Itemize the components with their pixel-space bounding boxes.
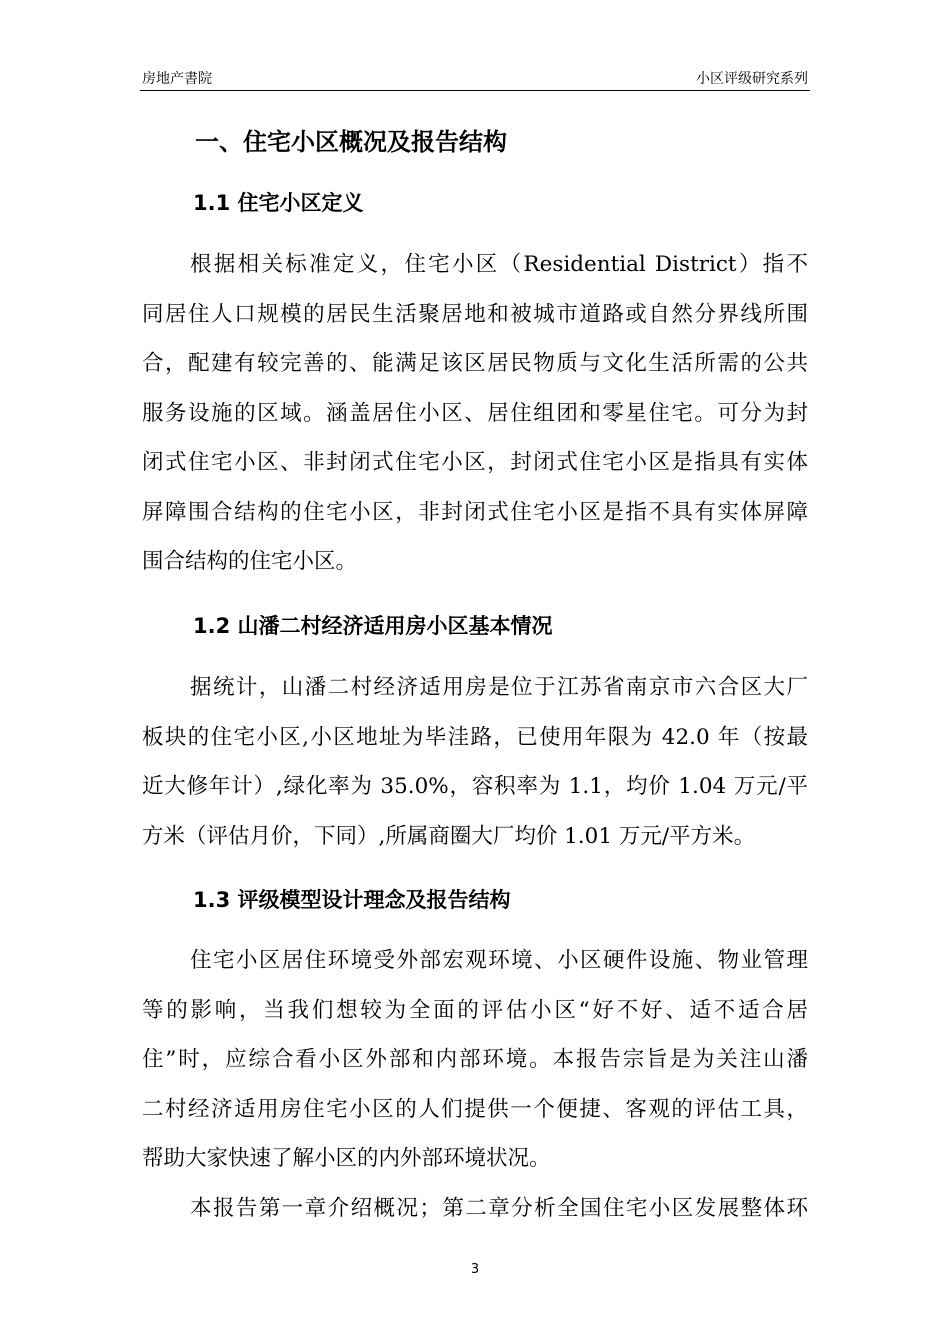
header-left: 房地产書院: [142, 71, 212, 87]
text-line: 围合结构的住宅小区。: [142, 549, 358, 574]
header-right: 小区评级研究系列: [696, 71, 808, 87]
header-divider: [140, 90, 810, 91]
section-title-1-1: 1.1 住宅小区定义: [193, 191, 364, 215]
text-line: 二村经济适用房住宅小区的人们提供一个便捷、客观的评估工具，: [142, 1096, 808, 1122]
text-line: 服务设施的区域。涵盖居住小区、居住组团和零星住宅。可分为封: [142, 400, 808, 426]
page-number: 3: [470, 1262, 480, 1277]
text-line: 闭式住宅小区、非封闭式住宅小区，封闭式住宅小区是指具有实体: [142, 450, 808, 475]
chapter-title: 一、住宅小区概况及报告结构: [195, 128, 507, 156]
text-line: 住宅小区居住环境受外部宏观环境、小区硬件设施、物业管理: [190, 948, 808, 973]
section-title-1-3: 1.3 评级模型设计理念及报告结构: [193, 888, 511, 912]
text-line: 等的影响，当我们想较为全面的评估小区“好不好、适不适合居: [142, 997, 808, 1023]
text-line: 合，配建有较完善的、能满足该区居民物质与文化生活所需的公共: [142, 351, 808, 376]
text-line: 方米（评估月价，下同）,所属商圈大厂均价 1.01 万元/平方米。: [142, 823, 756, 849]
text-line: 根据相关标准定义，住宅小区（Residential District）指不: [190, 252, 808, 277]
paragraph-basic-info: [142, 663, 808, 861]
paragraph-model-design: [142, 936, 808, 1233]
text-line: 本报告第一章介绍概况；第二章分析全国住宅小区发展整体环: [190, 1195, 808, 1221]
text-line: 板块的住宅小区,小区地址为毕洼路，已使用年限为 42.0 年（按最: [142, 724, 808, 750]
section-title-1-2: 1.2 山潘二村经济适用房小区基本情况: [193, 614, 553, 638]
text-line: 屏障围合结构的住宅小区，非封闭式住宅小区是指不具有实体屏障: [142, 499, 808, 525]
text-line: 住”时，应综合看小区外部和内部环境。本报告宗旨是为关注山潘: [142, 1047, 808, 1072]
text-line: 帮助大家快速了解小区的内外部环境状况。: [142, 1146, 551, 1171]
text-line: 同居住人口规模的居民生活聚居地和被城市道路或自然分界线所围: [142, 301, 808, 327]
text-line: 据统计，山潘二村经济适用房是位于江苏省南京市六合区大厂: [190, 675, 808, 700]
paragraph-definition: [142, 240, 808, 587]
text-line: 近大修年计）,绿化率为 35.0%，容积率为 1.1，均价 1.04 万元/平: [142, 774, 808, 799]
